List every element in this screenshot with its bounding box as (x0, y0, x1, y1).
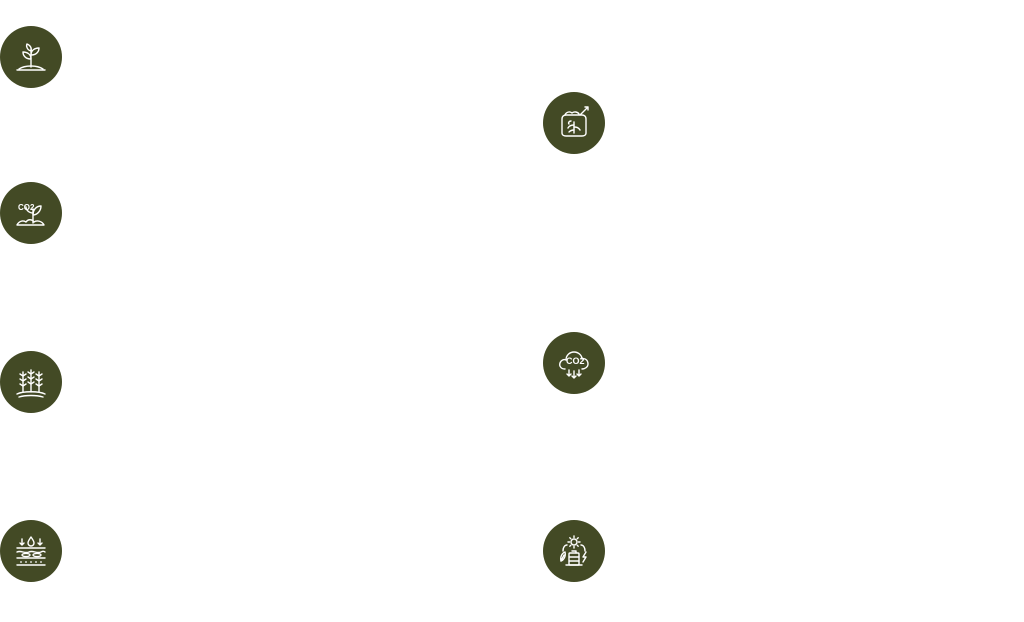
co2-seedling-icon (0, 182, 62, 244)
crops-field-icon (0, 351, 62, 413)
fertilizer-bag-icon (543, 92, 605, 154)
co2-label: CO2 (18, 203, 35, 212)
soil-water-layers-icon (0, 520, 62, 582)
co2-cloud-capture-icon (543, 332, 605, 394)
plant-sprout-icon (0, 26, 62, 88)
sun-energy-battery-icon (543, 520, 605, 582)
co2-label: CO2 (566, 356, 585, 366)
